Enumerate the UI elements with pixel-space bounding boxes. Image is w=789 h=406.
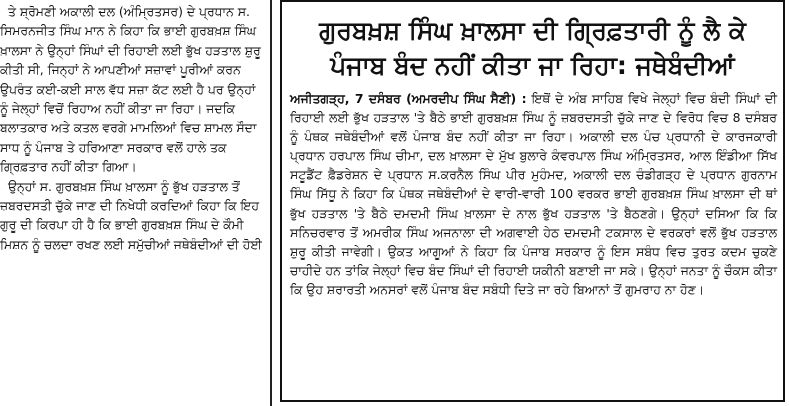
left-column-paragraph-2: ਉਨ੍ਹਾਂ ਸ. ਗੁਰਬਖ਼ਸ਼ ਸਿੰਘ ਖ਼ਾਲਸਾ ਨੂੰ ਭੁੱਖ ਹੜਤਾਲ ਤੋਂ ਜ਼ਬਰਦਸਤੀ ਚੁੱਕੇ ਜਾਣ ਦੀ ਨਿਖੇਧੀ ਕਰਦਿਆਂ ਕਿਹਾ ਕਿ ਇਹ ਗੁਰੂ ਦੀ ਕਿਰਪਾ ਹੀ ਹੈ ਕਿ ਭਾਈ ਗੁਰਬਖ਼ਸ਼ ਸਿੰਘ ਦੇ ਕੌਮੀ ਮਿਸ਼ਨ ਨੂੰ ਚਲਦਾ ਰਖਣ ਲਈ ਸਮੁੱਚੀਆਂ ਜਥੇਬੰਦੀਆਂ ਦੀ ਹੋਈ: [0, 178, 262, 252]
article-headline: ਗੁਰਬਖ਼ਸ਼ ਸਿੰਘ ਖ਼ਾਲਸਾ ਦੀ ਗ੍ਰਿਫ਼ਤਾਰੀ ਨੂੰ ਲੈ ਕੇ ਪੰਜਾਬ ਬੰਦ ਨਹੀਂ ਕੀਤਾ ਜਾ ਰਿਹਾ: ਜਥੇਬੰਦੀਆਂ: [319, 16, 746, 80]
column-divider: [270, 0, 272, 406]
article-body-text: ਇਥੋਂ ਦੇ ਅੰਬ ਸਾਹਿਬ ਵਿਖੇ ਜੇਲ੍ਹਾਂ ਵਿਚ ਬੰਦੀ ਸਿੰਘਾਂ ਦੀ ਰਿਹਾਈ ਲਈ ਭੁੱਖ ਹੜਤਾਲ 'ਤੇ ਬੈਠੇ ਭਾਈ ਗੁਰਬਖ਼ਸ਼ ਸਿੰਘ ਨੂੰ ਜ਼ਬਰਦਸਤੀ ਚੁੱਕੇ ਜਾਣ ਦੇ ਵਿਰੋਧ ਵਿਚ 8 ਦਸੰਬਰ ਨੂੰ ਪੰਥਕ ਜਥੇਬੰਦੀਆਂ ਵਲੋਂ ਪੰਜਾਬ ਬੰਦ ਨਹੀਂ ਕੀਤਾ ਜਾ ਰਿਹਾ। ਅਕਾਲੀ ਦਲ ਪੰਚ ਪ੍ਰਧਾਨੀ ਦੇ ਕਾਰਜਕਾਰੀ ਪ੍ਰਧਾਨ ਹਰਪਾਲ ਸਿੰਘ ਚੀਮਾ, ਦਲ ਖ਼ਾਲਸਾ ਦੇ ਮੁੱਖ ਬੁਲਾਰੇ ਕੰਵਰਪਾਲ ਸਿੰਘ ਅੰਮ੍ਰਿਤਸਰ, ਆਲ ਇੰਡੀਆ ਸਿੱਖ ਸਟੂਡੈਂਟ ਫ਼ੈਡਰੇਸ਼ਨ ਦੇ ਪ੍ਰਧਾਨ ਸ.ਕਰਨੈਲ ਸਿੰਘ ਪੀਰ ਮੁਹੰਮਦ, ਅਕਾਲੀ ਦਲ ਚੰਡੀਗੜ੍ਹ ਦੇ ਪ੍ਰਧਾਨ ਗੁਰਨਾਮ ਸਿੰਘ ਸਿੱਧੂ ਨੇ ਕਿਹਾ ਕਿ ਪੰਥਕ ਜਥੇਬੰਦੀਆਂ ਦੇ ਵਾਰੀ-ਵਾਰੀ 100 ਵਰਕਰ ਭਾਈ ਗੁਰਬਖ਼ਸ਼ ਸਿੰਘ ਖ਼ਾਲਸਾ ਦੀ ਥਾਂ ਭੁੱਖ ਹੜਤਾਲ 'ਤੇ ਬੈਠੇ ਦਮਦਮੀ ਸਿੰਘ ਖ਼ਾਲਸਾ ਦੇ ਨਾਲ ਭੁੱਖ ਹੜਤਾਲ 'ਤੇ ਬੈਠਣਗੇ। ਉਨ੍ਹਾਂ ਦਸਿਆ ਕਿ ਕਿ ਸਨਿਚਰਵਾਰ ਤੋਂ ਅਮਰੀਕ ਸਿੰਘ ਅਜਨਾਲਾ ਦੀ ਅਗਵਾਈ ਹੇਠ ਦਮਦਮੀ ਟਕਸਾਲ ਦੇ ਵਰਕਰਾਂ ਵਲੋਂ ਭੁੱਖ ਹੜਤਾਲ ਸ਼ੁਰੂ ਕੀਤੀ ਜਾਵੇਗੀ। ਉਕਤ ਆਗੂਆਂ ਨੇ ਕਿਹਾ ਕਿ ਪੰਜਾਬ ਸਰਕਾਰ ਨੂੰ ਇਸ ਸਬੰਧ ਵਿਚ ਤੁਰਤ ਕਦਮ ਚੁਕਣੇ ਚਾਹੀਦੇ ਹਨ ਤਾਂਕਿ ਜੇਲ੍ਹਾਂ ਵਿਚ ਬੰਦ ਸਿੰਘਾਂ ਦੀ ਰਿਹਾਈ ਯਕੀਨੀ ਬਣਾਈ ਜਾ ਸਕੇ। ਉਨ੍ਹਾਂ ਜਨਤਾ ਨੂੰ ਚੌਕਸ ਕੀਤਾ ਕਿ ਉਹ ਸ਼ਰਾਰਤੀ ਅਨਸਰਾਂ ਵਲੋਂ ਪੰਜਾਬ ਬੰਦ ਸਬੰਧੀ ਦਿਤੇ ਜਾ ਰਹੇ ਬਿਆਨਾਂ ਤੋਂ ਗੁਮਰਾਹ ਨਾ ਹੋਣ।: [290, 91, 777, 297]
left-column-continuation: [0, 2, 262, 404]
article-box: [280, 0, 785, 402]
article-dateline: ਅਜੀਤਗੜ੍ਹ, 7 ਦਸੰਬਰ (ਅਮਰਦੀਪ ਸਿੰਘ ਸੈਣੀ) :: [290, 91, 527, 106]
article-body: [290, 89, 777, 299]
left-column-paragraph-1: ਤੇ ਸ਼੍ਰੋਮਣੀ ਅਕਾਲੀ ਦਲ (ਅੰਮ੍ਰਿਤਸਰ) ਦੇ ਪ੍ਰਧਾਨ ਸ. ਸਿਮਰਨਜੀਤ ਸਿੰਘ ਮਾਨ ਨੇ ਕਿਹਾ ਕਿ ਭਾਈ ਗੁਰਬਖ਼ਸ਼ ਸਿੰਘ ਖ਼ਾਲਸਾ ਨੇ ਉਨ੍ਹਾਂ ਸਿੰਘਾਂ ਦੀ ਰਿਹਾਈ ਲਈ ਭੁੱਖ ਹੜਤਾਲ ਸ਼ੁਰੂ ਕੀਤੀ ਸੀ, ਜਿਨ੍ਹਾਂ ਨੇ ਆਪਣੀਆਂ ਸਜ਼ਾਵਾਂ ਪੂਰੀਆਂ ਕਰਨ ਉਪਰੰਤ ਕਈ-ਕਈ ਸਾਲ ਵੱਧ ਸਜ਼ਾ ਕੱਟ ਲਈ ਹੈ ਪਰ ਉਨ੍ਹਾਂ ਨੂੰ ਜੇਲ੍ਹਾਂ ਵਿਚੋਂ ਰਿਹਾਅ ਨਹੀਂ ਕੀਤਾ ਜਾ ਰਿਹਾ। ਜਦਕਿ ਬਲਾਤਕਾਰ ਅਤੇ ਕਤਲ ਵਰਗੇ ਮਾਮਲਿਆਂ ਵਿਚ ਸ਼ਾਮਲ ਸੌਦਾ ਸਾਧ ਨੂੰ ਪੰਜਾਬ ਤੇ ਹਰਿਆਣਾ ਸਰਕਾਰ ਵਲੋਂ ਹਾਲੇ ਤਕ ਗ੍ਰਿਫ਼ਤਾਰ ਨਹੀਂ ਕੀਤਾ ਗਿਆ।: [0, 4, 261, 175]
